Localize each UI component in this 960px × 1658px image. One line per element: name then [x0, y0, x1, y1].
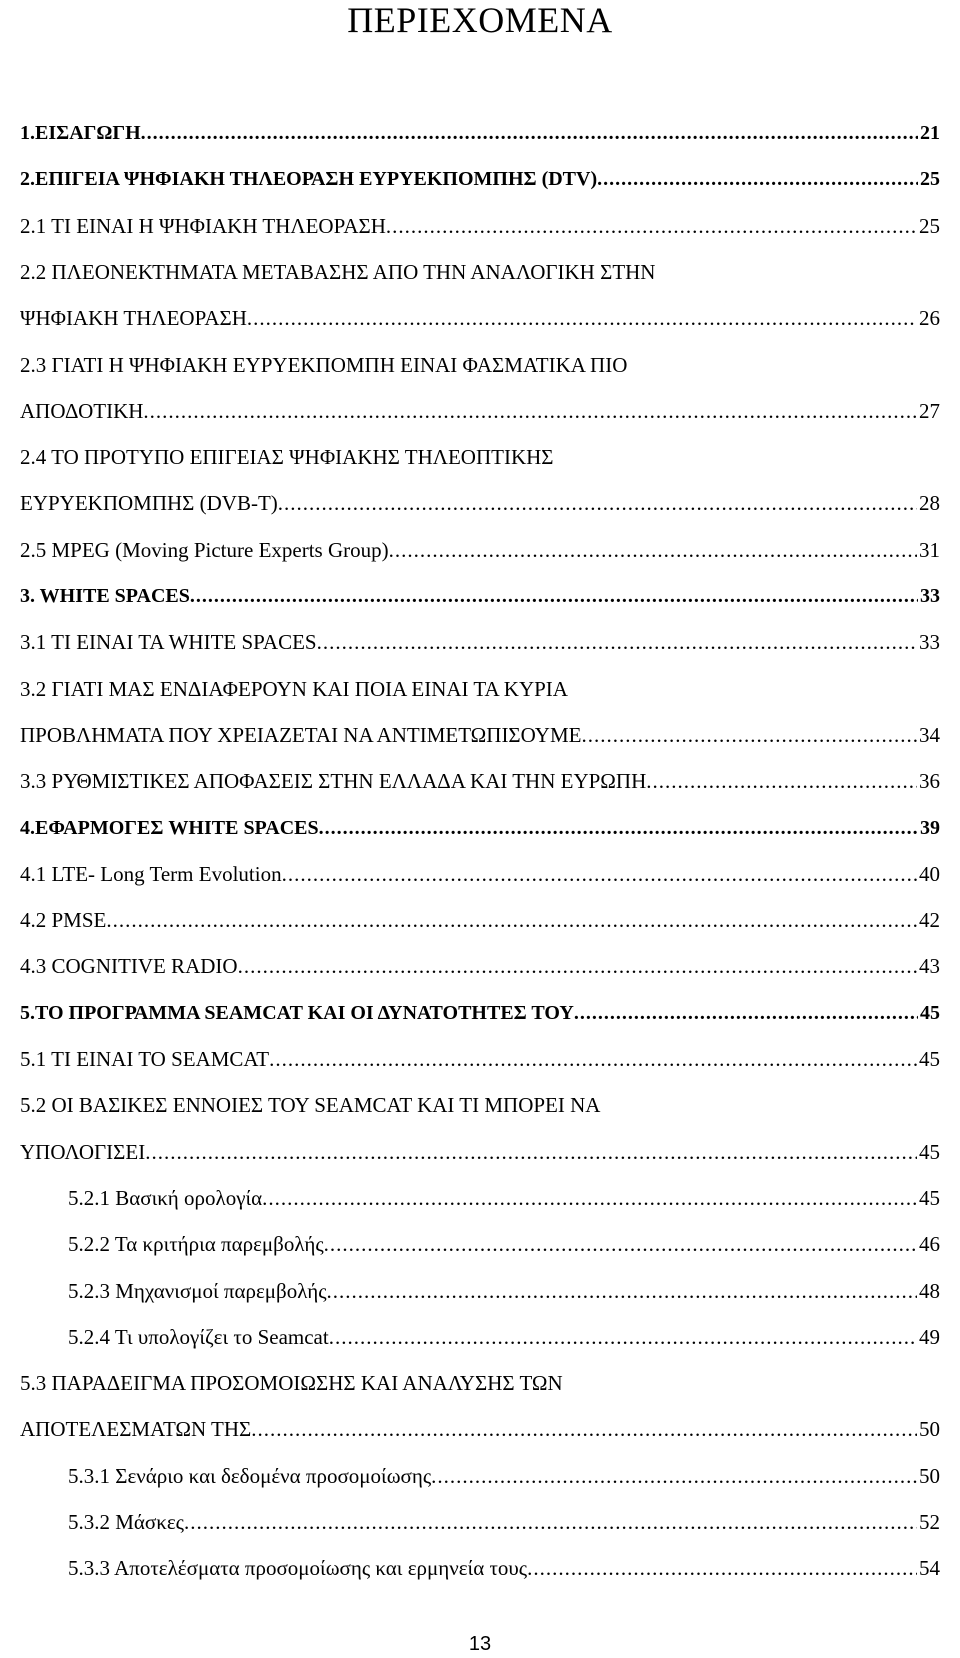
toc-entry-page-number: 33 [920, 585, 940, 607]
toc-entry-title: 5.2.3 Μηχανισμοί παρεμβολής [68, 1278, 327, 1303]
toc-entry[interactable] [68, 1455, 940, 1489]
toc-entry-page-number: 27 [919, 398, 940, 423]
dot-leader [319, 815, 918, 841]
toc-entry[interactable] [68, 1501, 940, 1535]
dot-leader [184, 1509, 917, 1535]
toc-entry[interactable] [20, 575, 940, 609]
toc-entry-page-number: 25 [919, 213, 940, 238]
dot-leader [581, 722, 917, 748]
toc-entry[interactable] [20, 714, 940, 748]
toc-entry-page-number: 49 [919, 1324, 940, 1349]
dot-leader [527, 1555, 917, 1581]
toc-entry-page-number: 54 [919, 1556, 940, 1581]
toc-entry[interactable] [20, 1131, 940, 1165]
dot-leader [143, 398, 917, 424]
dot-leader [247, 305, 917, 331]
toc-entry[interactable] [20, 205, 940, 239]
toc-entry-title: 5.ΤΟ ΠΡΟΓΡΑΜΜΑ SEAMCAT ΚΑΙ ΟΙ ΔΥΝΑΤΟΤΗΤΕΣ ΤΟΥ [20, 1001, 574, 1024]
dot-leader [262, 1185, 917, 1211]
toc-entry-page-number: 34 [919, 722, 940, 747]
toc-entry-title: ΕΥΡΥΕΚΠΟΜΠΗΣ (DVB-T) [20, 491, 278, 516]
toc-entry[interactable] [20, 158, 940, 192]
toc-entry-first-line[interactable]: 2.3 ΓΙΑΤΙ Η ΨΗΦΙΑΚΗ ΕΥΡΥΕΚΠΟΜΠΗ ΕΙΝΑΙ ΦΑΣΜΑΤΙΚΑ ΠΙΟ [20, 352, 628, 377]
toc-entry[interactable] [20, 621, 940, 655]
toc-entry-title: ΨΗΦΙΑΚΗ ΤΗΛΕΟΡΑΣΗ [20, 306, 247, 331]
toc-entry-first-line[interactable]: 2.4 ΤΟ ΠΡΟΤΥΠΟ ΕΠΙΓΕΙΑΣ ΨΗΦΙΑΚΗΣ ΤΗΛΕΟΠΤΙΚΗΣ [20, 445, 554, 470]
toc-entry-title: 3.1 ΤΙ ΕΙΝΑΙ ΤΑ WHITE SPACES [20, 630, 317, 655]
toc-entry-title: 5.3.1 Σενάριο και δεδομένα προσομοίωσης [68, 1463, 432, 1488]
toc-entry-title: 5.3.3 Αποτελέσματα προσομοίωσης και ερμηνεία τους [68, 1556, 528, 1581]
toc-entry[interactable] [68, 1177, 940, 1211]
toc-entry-title: 4.ΕΦΑΡΜΟΓΕΣ WHITE SPACES [20, 816, 319, 839]
toc-entry[interactable] [68, 1270, 940, 1304]
dot-leader [238, 953, 917, 979]
dot-leader [190, 583, 918, 609]
dot-leader [269, 1046, 917, 1072]
toc-entry-page-number: 36 [919, 769, 940, 794]
toc-entry[interactable] [20, 1038, 940, 1072]
toc-entry-title: 5.1 ΤΙ ΕΙΝΑΙ ΤΟ SEAMCAT [20, 1047, 270, 1071]
toc-entry[interactable] [20, 853, 940, 887]
toc-entry-page-number: 31 [919, 537, 940, 562]
toc-entry-page-number: 33 [919, 630, 940, 655]
dot-leader [145, 1139, 917, 1165]
dot-leader [327, 1278, 917, 1304]
toc-entry-title: ΥΠΟΛΟΓΙΣΕΙ [20, 1139, 146, 1164]
toc-entry-page-number: 42 [919, 908, 940, 933]
toc-entry-title: 2.1 ΤΙ ΕΙΝΑΙ Η ΨΗΦΙΑΚΗ ΤΗΛΕΟΡΑΣΗ [20, 213, 386, 238]
toc-entry-title: 5.3.2 Μάσκες [68, 1510, 184, 1534]
toc-entry-page-number: 50 [919, 1417, 940, 1442]
dot-leader [574, 1000, 918, 1026]
dot-leader [389, 537, 917, 563]
toc-entry-title: 5.2.4 Τι υπολογίζει το Seamcat [68, 1324, 329, 1349]
toc-entry[interactable] [20, 945, 940, 979]
toc-entry-title: 4.1 LTE- Long Term Evolution [20, 861, 282, 886]
toc-entry-title: 5.2.2 Τα κριτήρια παρεμβολής [68, 1232, 324, 1257]
toc-entry[interactable] [20, 760, 940, 794]
toc-entry-page-number: 43 [919, 954, 940, 979]
dot-leader [646, 768, 917, 794]
toc-entry[interactable] [68, 1223, 940, 1257]
dot-leader [329, 1324, 917, 1350]
page-title: ΠΕΡΙΕΧΟΜΕΝΑ [347, 0, 613, 40]
toc-entry-title: 5.2.1 Βασική ορολογία [68, 1185, 263, 1210]
toc-entry-page-number: 45 [919, 1139, 940, 1164]
toc-entry[interactable] [20, 899, 940, 933]
dot-leader [141, 120, 918, 146]
toc-entry-page-number: 45 [919, 1185, 940, 1210]
toc-entry-title: 4.2 PMSE [20, 908, 107, 933]
toc-entry-page-number: 21 [920, 122, 940, 144]
toc-entry-page-number: 45 [920, 1001, 940, 1024]
toc-entry-title: ΑΠΟΔΟΤΙΚΗ [20, 398, 144, 423]
dot-leader [251, 1416, 917, 1442]
dot-leader [278, 490, 917, 516]
toc-entry-title: 3.3 ΡΥΘΜΙΣΤΙΚΕΣ ΑΠΟΦΑΣΕΙΣ ΣΤΗΝ ΕΛΛΑΔΑ ΚΑΙ ΤΗΝ ΕΥΡΩΠΗ [20, 769, 647, 794]
toc-entry-page-number: 28 [919, 491, 940, 516]
dot-leader [597, 166, 918, 192]
toc-entry[interactable] [68, 1316, 940, 1350]
toc-entry[interactable] [20, 1408, 940, 1442]
toc-entry-first-line[interactable]: 2.2 ΠΛΕΟΝΕΚΤΗΜΑΤΑ ΜΕΤΑΒΑΣΗΣ ΑΠΟ ΤΗΝ ΑΝΑΛΟΓΙΚΗ ΣΤΗΝ [20, 259, 656, 284]
toc-entry-title: ΑΠΟΤΕΛΕΣΜΑΤΩΝ ΤΗΣ [20, 1417, 252, 1442]
toc-entry-page-number: 50 [919, 1463, 940, 1488]
dot-leader [106, 907, 917, 933]
toc-entry-page-number: 46 [919, 1232, 940, 1257]
toc-entry-page-number: 40 [919, 861, 940, 886]
toc-entry[interactable] [20, 529, 940, 563]
toc-entry-first-line[interactable]: 5.3 ΠΑΡΑΔΕΙΓΜΑ ΠΡΟΣΟΜΟΙΩΣΗΣ ΚΑΙ ΑΝΑΛΥΣΗΣ ΤΩΝ [20, 1371, 563, 1396]
toc-entry-page-number: 45 [919, 1047, 940, 1071]
toc-entry-page-number: 52 [919, 1510, 940, 1534]
toc-entry-page-number: 26 [919, 306, 940, 331]
toc-entry[interactable] [68, 1547, 940, 1581]
dot-leader [317, 629, 917, 655]
toc-entry-title: 4.3 COGNITIVE RADIO [20, 954, 238, 979]
toc-entry-title: 2.ΕΠΙΓΕΙΑ ΨΗΦΙΑΚΗ ΤΗΛΕΟΡΑΣΗ ΕΥΡΥΕΚΠΟΜΠΗΣ (DTV) [20, 168, 598, 191]
page-number: 13 [468, 1633, 492, 1655]
toc-entry[interactable] [20, 297, 940, 331]
toc-entry[interactable] [20, 807, 940, 841]
dot-leader [386, 213, 917, 239]
toc-entry-first-line[interactable]: 3.2 ΓΙΑΤΙ ΜΑΣ ΕΝΔΙΑΦΕΡΟΥΝ ΚΑΙ ΠΟΙΑ ΕΙΝΑΙ ΤΑ ΚΥΡΙΑ [20, 676, 568, 701]
toc-entry-title: 3. WHITE SPACES [20, 585, 190, 607]
toc-entry-page-number: 39 [920, 816, 940, 839]
toc-entry-title: 1.ΕΙΣΑΓΩΓΗ [20, 122, 141, 144]
toc-entry[interactable] [20, 482, 940, 516]
toc-entry-title: 2.5 MPEG (Moving Picture Experts Group) [20, 537, 389, 562]
toc-entry[interactable] [20, 390, 940, 424]
toc-entry-title: ΠΡΟΒΛΗΜΑΤΑ ΠΟΥ ΧΡΕΙΑΖΕΤΑΙ ΝΑ ΑΝΤΙΜΕΤΩΠΙΣΟΥΜΕ [20, 722, 582, 747]
toc-entry-page-number: 25 [920, 168, 940, 191]
toc-entry[interactable] [20, 992, 940, 1026]
dot-leader [431, 1463, 917, 1489]
toc-entry[interactable] [20, 112, 940, 146]
dot-leader [282, 861, 917, 887]
dot-leader [324, 1231, 917, 1257]
toc-entry-first-line[interactable]: 5.2 ΟΙ ΒΑΣΙΚΕΣ ΕΝΝΟΙΕΣ ΤΟΥ SEAMCAT ΚΑΙ ΤΙ ΜΠΟΡΕΙ ΝΑ [20, 1093, 601, 1118]
toc-entry-page-number: 48 [919, 1278, 940, 1303]
